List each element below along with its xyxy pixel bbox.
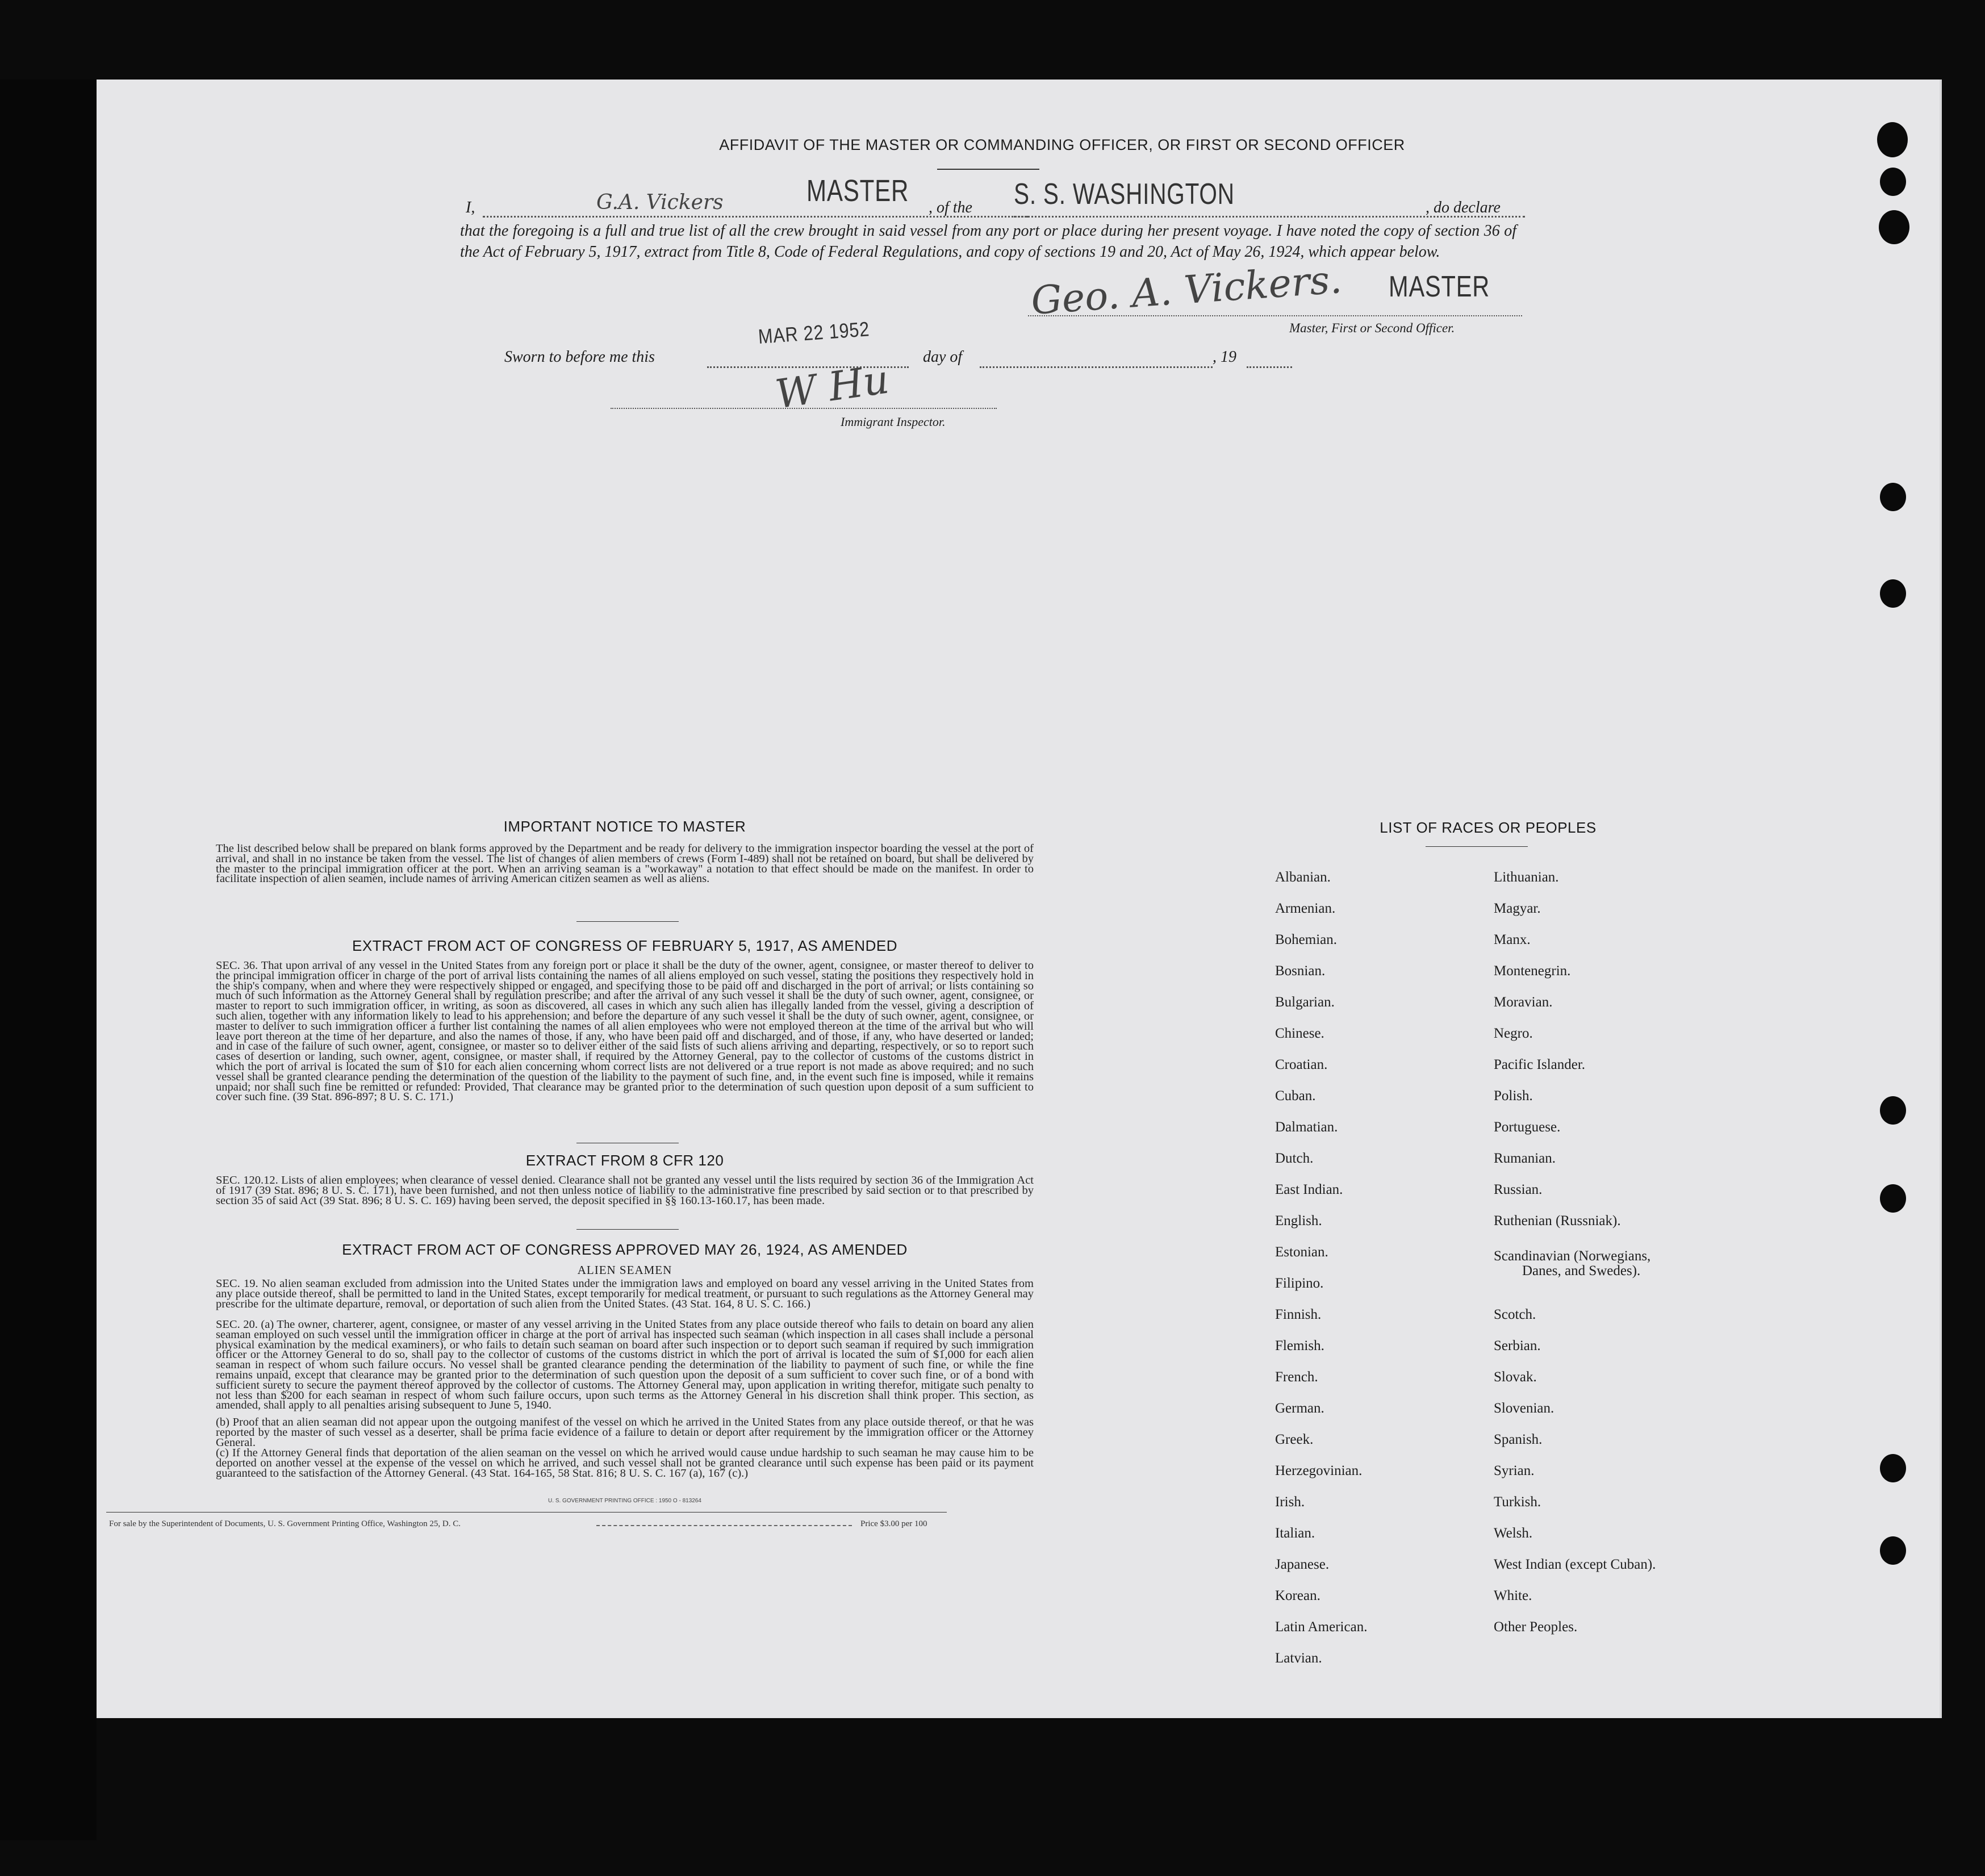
race-item: Chinese. xyxy=(1275,1026,1324,1041)
race-item: Manx. xyxy=(1494,932,1531,947)
race-item: Ruthenian (Russniak). xyxy=(1494,1213,1621,1229)
race-item: Bohemian. xyxy=(1275,932,1338,947)
race-item: Magyar. xyxy=(1494,901,1541,916)
extract-cfr-text: SEC. 120.12. Lists of alien employees; when clearance of vessel denied. Clearance shall not be granted any vessel until the lists required by section 36 of the Immigration Act of 1917 (39 Stat. 896; 8 U. S. C. 171), have been furnished, and not then unless notice of liability to the administrative fine prescribed by said section or to that prescribed by section 35 of said Act (39 Stat. 896; 8 U. S. C. 169) having been served, the deposit specified in §§ 160.13-160.17, has been made. xyxy=(216,1174,1034,1207)
race-item: Cuban. xyxy=(1275,1088,1316,1104)
race-item: Russian. xyxy=(1494,1182,1543,1197)
section-19-text: SEC. 19. No alien seaman excluded from admission into the United States under the immigration laws and employed on board any vessel arriving in the United States from any place outside thereof, shall be permitted to land in the United States, except temporarily for medical treatment, or pursuant to such regulations as the Attorney General may prescribe for the ultimate departure, removal, or deportation of such alien from the United States. (43 Stat. 164, 8 U. S. C. 166.) xyxy=(216,1277,1034,1310)
punch-hole xyxy=(1880,1454,1906,1482)
extract-1924-title: EXTRACT FROM ACT OF CONGRESS APPROVED MAY 26, 1924, AS AMENDED xyxy=(342,1241,908,1258)
section-20c-text: (c) If the Attorney General finds that deportation of the alien seaman on the vessel on which he arrived would cause undue hardship to such seaman he may cause him to be deported on another vessel at the expense of the vessel on which he arrived, and such vessel shall not be granted clearance until such expense has been paid or its payment guaranteed to the satisfaction of the Attorney General. (43 Stat. 164-165, 58 Stat. 816; 8 U. S. C. 167 (a), 167 (c).) xyxy=(216,1447,1034,1480)
footer-price: Price $3.00 per 100 xyxy=(860,1519,927,1528)
race-item: Finnish. xyxy=(1275,1307,1322,1322)
races-right-column xyxy=(1494,862,1656,1643)
races-title: LIST OF RACES OR PEOPLES xyxy=(1380,819,1597,836)
section-20b-text: (b) Proof that an alien seaman did not appear upon the outgoing manifest of the vessel on which he arrived in the United States from any place outside thereof, or that he was reported by the master of such vessel as a deserter, shall be prima facie evidence of a failure to detain or deport after requirement by the immigration officer or the Attorney General. xyxy=(216,1416,1034,1449)
race-item: Bosnian. xyxy=(1275,963,1326,979)
day-of-text: day of xyxy=(923,348,963,366)
race-item: Italian. xyxy=(1275,1526,1315,1541)
race-item: Serbian. xyxy=(1494,1338,1541,1353)
race-item: Latin American. xyxy=(1275,1619,1368,1635)
punch-hole xyxy=(1880,579,1906,608)
race-item: Polish. xyxy=(1494,1088,1533,1104)
punch-hole xyxy=(1880,1184,1906,1213)
punch-hole xyxy=(1880,168,1906,196)
punch-hole xyxy=(1879,210,1909,244)
gpo-imprint: U. S. GOVERNMENT PRINTING OFFICE : 1950 O - 813264 xyxy=(548,1498,701,1504)
inspector-caption: Immigrant Inspector. xyxy=(841,415,946,429)
alien-seamen-subtitle: ALIEN SEAMEN xyxy=(577,1263,672,1277)
race-item: Japanese. xyxy=(1275,1557,1330,1572)
sworn-year-line xyxy=(1247,366,1292,368)
punch-hole xyxy=(1877,122,1908,157)
race-item: Latvian. xyxy=(1275,1651,1322,1666)
race-item: Negro. xyxy=(1494,1026,1533,1041)
signature-caption: Master, First or Second Officer. xyxy=(1289,321,1455,335)
race-item: Turkish. xyxy=(1494,1494,1541,1510)
race-item: Dutch. xyxy=(1275,1151,1314,1166)
race-item: Greek. xyxy=(1275,1432,1314,1447)
race-item: Armenian. xyxy=(1275,901,1336,916)
punch-hole xyxy=(1880,1096,1906,1125)
extract-1917-text: SEC. 36. That upon arrival of any vessel in the United States from any foreign port or place it shall be the duty of the owner, agent, consignee, or master thereof to deliver to the principal immigration officer in charge of the port of arrival lists containing the names of all aliens employed on such vessel, stating the positions they respectively hold in the ship's company, when and where they were respectively shipped or engaged, and specifying those to be paid off and discharged in the port of arrival; or lists containing so much of such information as the Attorney General shall by regulation prescribe; and after the arrival of any such vessel it shall be the duty of such owner, agent, consignee, or master to report to such immigration officer, in writing, as soon as discovered, all cases in which any such alien has illegally landed from the vessel, giving a description of such alien, together with any information likely to lead to his apprehension; and before the departure of any such vessel it shall be the duty of such owner, agent, consignee, or master to deliver to such immigration officer a further list containing the names of all alien employees who were not employed thereon at the time of the arrival but who will leave port thereon at the time of her departure, and also the names of those, if any, who have been paid off and discharged, and of those, if any, who have deserted or landed; and in case of the failure of such owner, agent, consignee, or master so to deliver either of the said lists of such aliens arriving and departing, respectively, or so to report such cases of desertion or landing, such owner, agent, consignee, or master shall, if required by the Attorney General, pay to the collector of customs of the customs district in which the port of arrival is located the sum of $10 for each alien concerning whom correct lists are not delivered or a true report is not made as above required; and no such vessel shall be granted clearance pending the determination of the question of the liability to the payment of such fine, and, in the event such fine is imposed, while it remains unpaid; nor shall such fine be remitted or refunded: Provided, That clearance may be granted prior to the determination of such question upon deposit of a sum sufficient to cover such fine. (39 Stat. 896-897; 8 U. S. C. 171.) xyxy=(216,959,1034,1104)
inspector-signature: W Hu xyxy=(772,356,892,418)
master-name-handwritten: G.A. Vickers xyxy=(596,191,724,214)
race-item: Croatian. xyxy=(1275,1057,1328,1072)
race-item: West Indian (except Cuban). xyxy=(1494,1557,1656,1572)
race-item: Dalmatian. xyxy=(1275,1119,1338,1135)
scanner-background xyxy=(0,80,97,1840)
races-divider xyxy=(1426,846,1528,847)
race-item: Irish. xyxy=(1275,1494,1305,1510)
race-item: Slovenian. xyxy=(1494,1401,1554,1416)
race-item: Filipino. xyxy=(1275,1276,1324,1291)
race-item: Pacific Islander. xyxy=(1494,1057,1586,1072)
sworn-text: Sworn to before me this xyxy=(504,348,655,366)
race-item: German. xyxy=(1275,1401,1324,1416)
master-title-stamp: MASTER xyxy=(806,174,909,208)
race-item: Welsh. xyxy=(1494,1526,1533,1541)
footer-rule xyxy=(106,1512,947,1513)
footer-leader xyxy=(596,1525,852,1526)
master-signature: Geo. A. Vickers. xyxy=(1029,257,1344,324)
race-item: Moravian. xyxy=(1494,995,1553,1010)
race-item: Spanish. xyxy=(1494,1432,1543,1447)
inspector-line xyxy=(611,408,997,409)
race-item: Syrian. xyxy=(1494,1463,1535,1478)
signature-title-stamp: MASTER xyxy=(1389,270,1490,303)
of-the-text: , of the xyxy=(929,199,972,216)
extract-cfr-title: EXTRACT FROM 8 CFR 120 xyxy=(525,1152,724,1169)
race-item: Bulgarian. xyxy=(1275,995,1335,1010)
affidavit-line1-prefix: I, xyxy=(466,199,475,216)
race-item: Flemish. xyxy=(1275,1338,1324,1353)
race-item: Scotch. xyxy=(1494,1307,1536,1322)
extract-1917-title: EXTRACT FROM ACT OF CONGRESS OF FEBRUARY 5, 1917, AS AMENDED xyxy=(352,937,897,954)
race-item: Other Peoples. xyxy=(1494,1619,1578,1635)
race-item: Rumanian. xyxy=(1494,1151,1556,1166)
race-item: White. xyxy=(1494,1588,1532,1603)
document-page xyxy=(97,80,1942,1718)
title-divider xyxy=(937,169,1039,170)
section-20a-text: SEC. 20. (a) The owner, charterer, agent, consignee, or master of any vessel arriving in the United States from any place outside thereof who fails to detain on board any alien seaman employed on such vessel until the immigration officer in charge at the port of arrival has inspected such seaman (which inspection in all cases shall include a personal physical examination by the medical examiners), or who fails to detain such seaman on board after such inspection or to deport such seaman if required by such immigration officer or the Attorney General to do so, shall pay to the collector of customs of the customs district in which the port of arrival is located the sum of $1,000 for each alien seaman in respect of whom such failure occurs. No vessel shall be granted clearance pending the determination of the liability to payment of such fine, or while the fine remains unpaid, except that clearance may be granted prior to the determination of such question upon the deposit of a sum sufficient to cover such fine, or of a bond with sufficient surety to secure the payment thereof approved by the collector of customs. The Attorney General may, upon application in writing therefor, mitigate such penalty to not less than $200 for each seaman in respect of whom such failure occurs, upon such terms as the Attorney General in his discretion shall think proper. This section, as amended, shall apply to all penalties arising subsequent to June 5, 1940. xyxy=(216,1318,1034,1412)
sworn-month-line xyxy=(980,366,1213,368)
affidavit-body: that the foregoing is a full and true list of all the crew brought in said vessel from any port or place during her present voyage. I have noted the copy of section 36 of the Act of February 5, 1917, extract from Title 8, Code of Federal Regulations, and copy of sections 19 and 20, Act of May 26, 1924, which appear below. xyxy=(460,222,1516,261)
race-item: Estonian. xyxy=(1275,1244,1328,1260)
race-item: Herzegovinian. xyxy=(1275,1463,1363,1478)
race-item: Portuguese. xyxy=(1494,1119,1561,1135)
notice-text: The list described below shall be prepared on blank forms approved by the Department and be ready for delivery to the immigration inspector boarding the vessel at the port of arrival, and shall in no instance be taken from the vessel. The list of changes of alien members of crews (Form I-489) shall not be retained on board, but shall be delivered by the master to the principal immigration officer at the port. When an arriving seaman is a "workaway" a notation to that effect should be made on the manifest. In order to facilitate inspection of alien seamen, include names of arriving American citizen seamen as well as aliens. xyxy=(216,842,1034,885)
do-declare-text: , do declare xyxy=(1426,199,1501,216)
year-prefix-text: , 19 xyxy=(1213,348,1236,366)
race-item: East Indian. xyxy=(1275,1182,1343,1197)
date-stamp: MAR 22 1952 xyxy=(757,317,871,348)
race-item: Montenegrin. xyxy=(1494,963,1571,979)
race-item: Korean. xyxy=(1275,1588,1320,1603)
race-item: Danes, and Swedes). xyxy=(1522,1263,1641,1278)
punch-hole xyxy=(1880,483,1906,511)
race-item: Albanian. xyxy=(1275,870,1331,885)
race-item: Lithuanian. xyxy=(1494,870,1559,885)
affidavit-title: AFFIDAVIT OF THE MASTER OR COMMANDING OFFICER, OR FIRST OR SECOND OFFICER xyxy=(719,136,1405,153)
extract-cfr-divider xyxy=(576,1229,679,1230)
race-item: French. xyxy=(1275,1369,1318,1385)
races-left-column xyxy=(1275,862,1367,1674)
vessel-name-stamp: S. S. WASHINGTON xyxy=(1014,178,1235,211)
notice-divider xyxy=(576,921,679,922)
race-item: Slovak. xyxy=(1494,1369,1537,1385)
race-item: English. xyxy=(1275,1213,1322,1229)
footer-sale-text: For sale by the Superintendent of Documents, U. S. Government Printing Office, Washington 25, D. C. xyxy=(109,1519,461,1528)
signature-line xyxy=(1028,315,1522,316)
race-item: Scandinavian (Norwegians, xyxy=(1494,1248,1651,1264)
punch-hole xyxy=(1880,1536,1906,1565)
notice-title: IMPORTANT NOTICE TO MASTER xyxy=(503,818,746,835)
